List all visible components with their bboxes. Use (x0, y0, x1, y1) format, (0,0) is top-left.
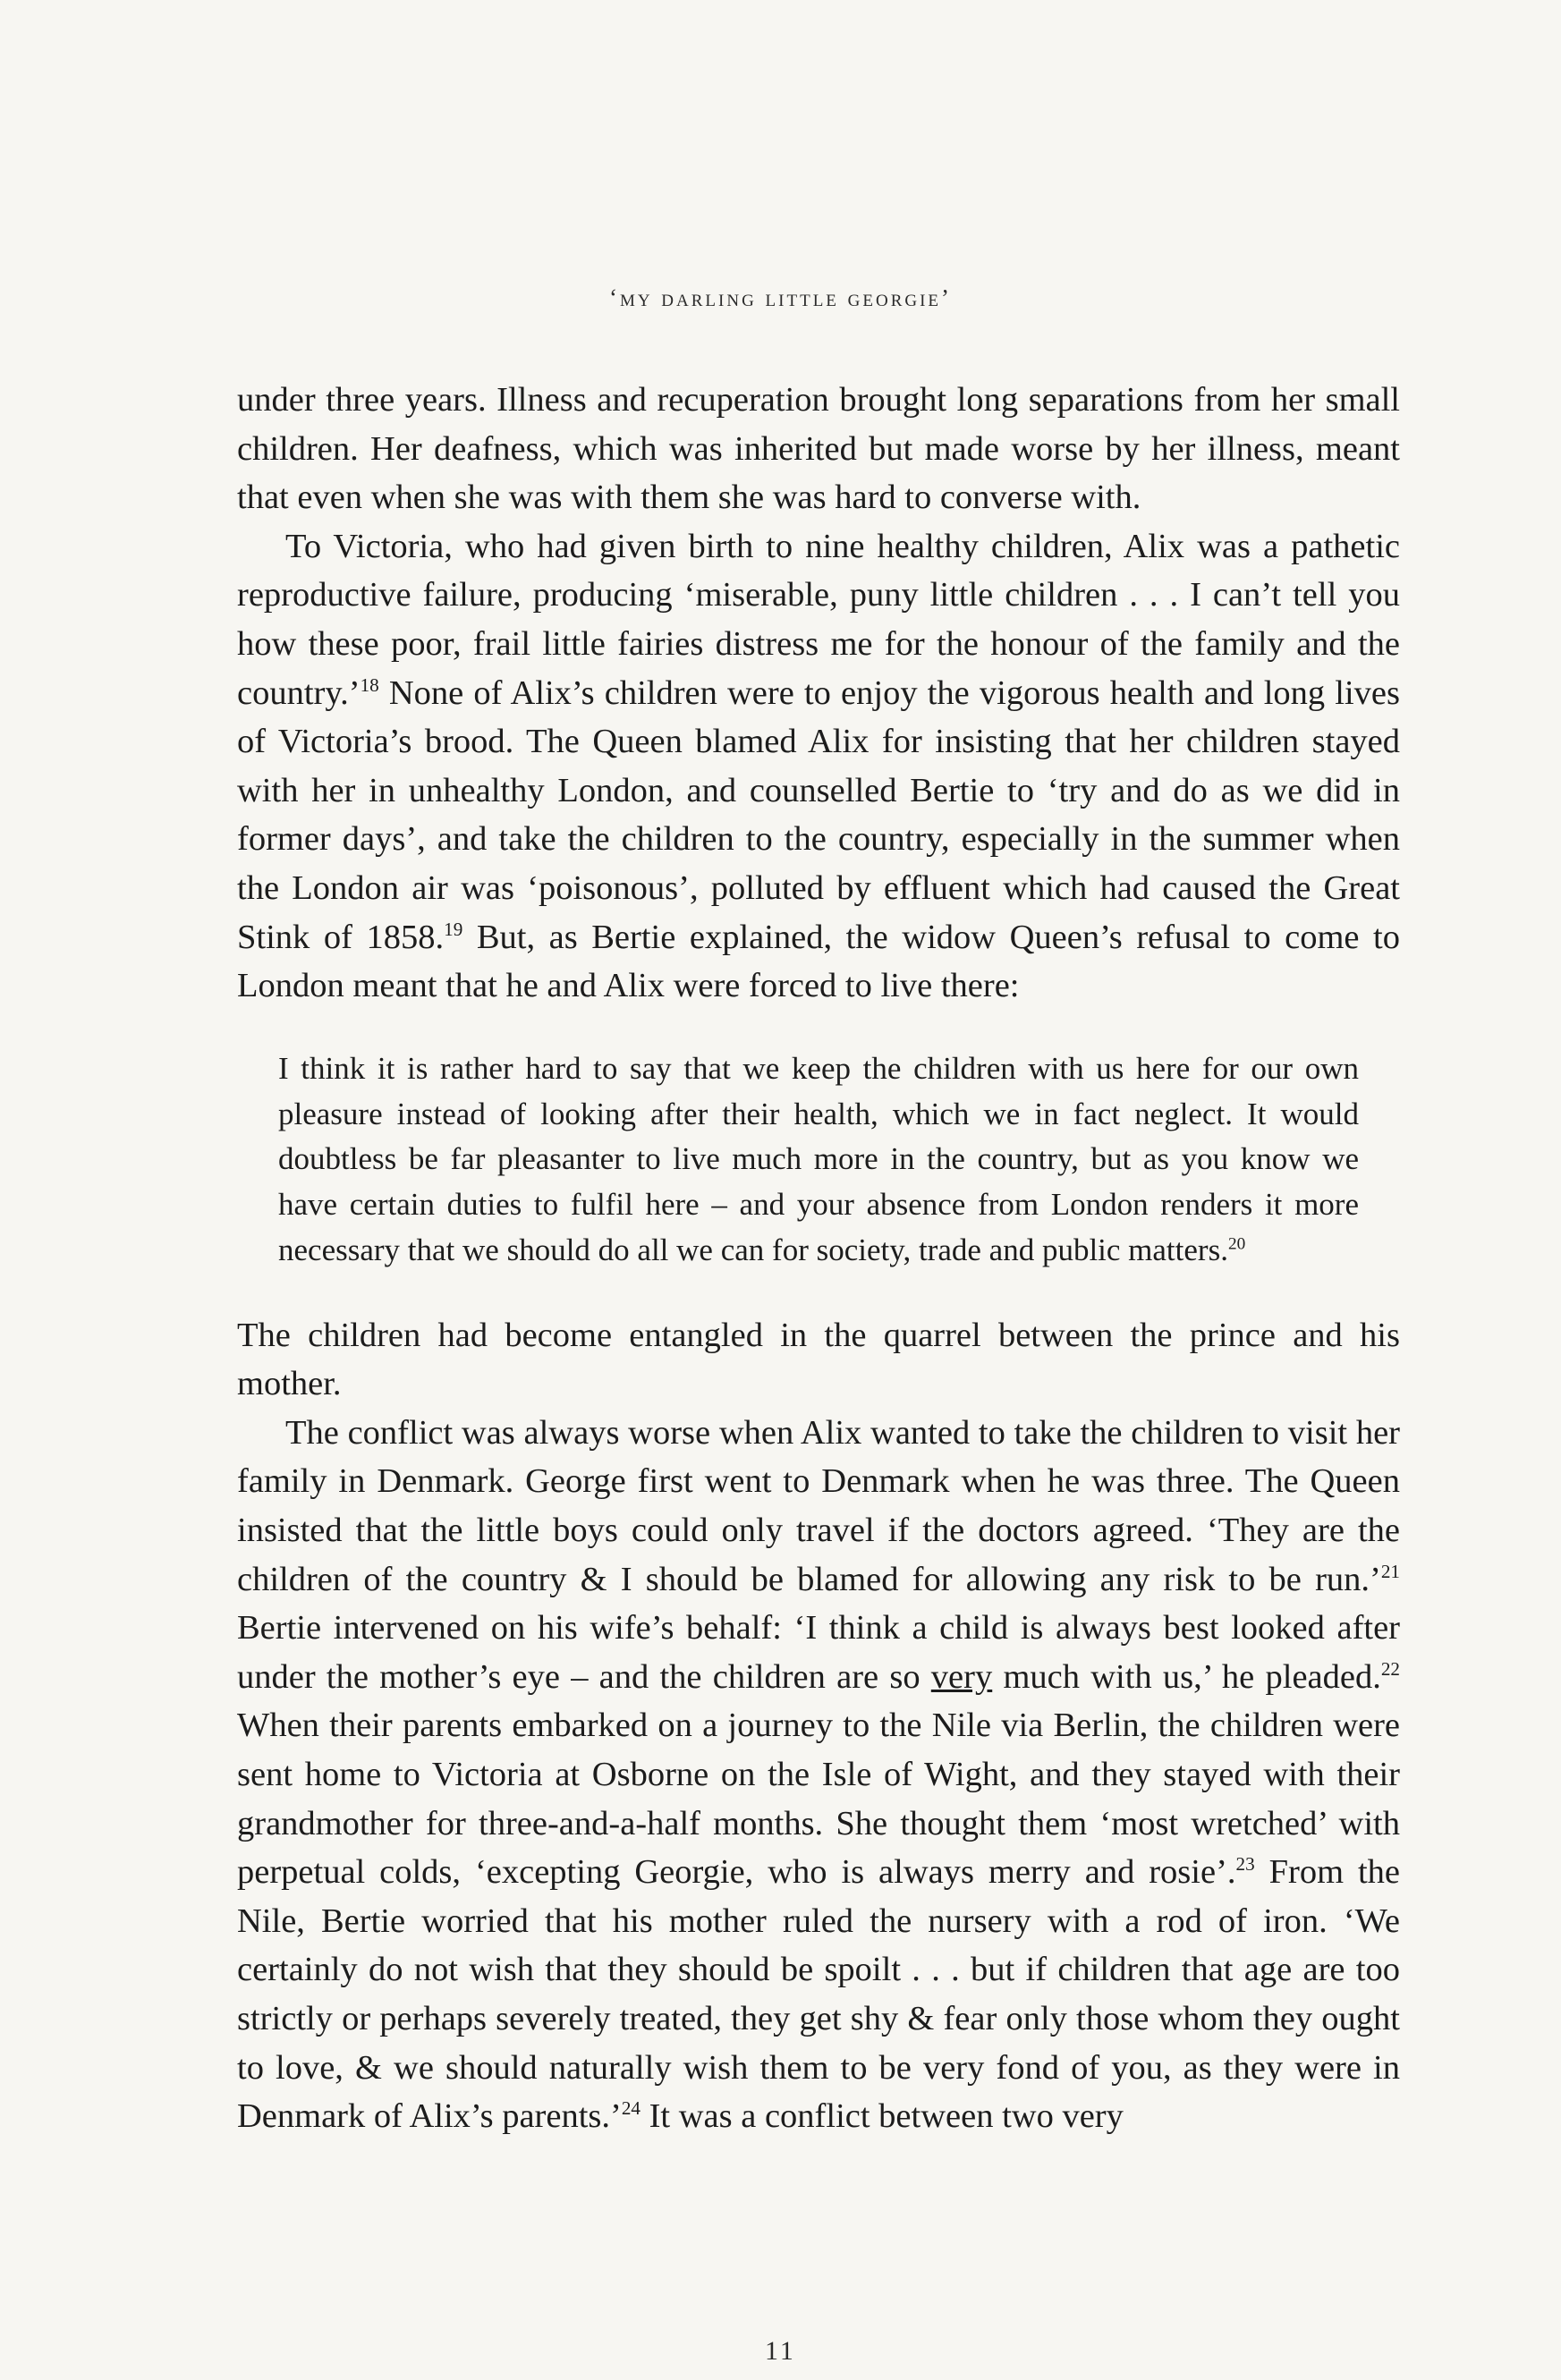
running-head: ‘my darling little georgie’ (608, 284, 953, 311)
footnote-ref: 24 (621, 2097, 641, 2120)
footnote-ref: 22 (1380, 1658, 1400, 1681)
page-number: 11 (765, 2336, 796, 2366)
block-quote: I think it is rather hard to say that we keep the children with us here for our own pleasure instead of looking after their health, which we in fact neglect. It would doubtless be far pleasanter to live much more in the country, but as you know we have certain duties to fulfil here – and your absence from London renders it more necessary that we should do all we can for society, trade and public matters.$^{20}$ (278, 1050, 1359, 1267)
footnote-ref: 18 (360, 673, 379, 696)
footnote-ref: 20 (1227, 1234, 1246, 1254)
paragraph: under three years. Illness and recuperation brought long separations from her small children. Her deafness, which was inherited but made worse by her illness, meant that even when she was with them she was hard to converse with. (237, 381, 1400, 517)
footnote-ref: 21 (1380, 1560, 1400, 1582)
paragraph: To Victoria, who had given birth to nine healthy children, Alix was a pathetic reproductive failure, producing ‘miserable, puny little children . . . I can’t tell you how these poor, frail little fairies distress me for the honour of the family and the country.’$^{18}$ None of Alix’s children were to enjoy the vigorous health and long lives of Victoria’s brood. The Queen blamed Alix for insisting that her children stayed with her in unhealthy London, and counselled Bertie to ‘try and do as we did in former days’, and take the children to the country, especially in the summer when the London air was ‘poisonous’, polluted by effluent which had caused the Great Stink of 1858.19 But, as Bertie explained, the widow Queen’s refusal to come to London meant that he and Alix were forced to live there: (237, 527, 1400, 1005)
footnote-ref: 19 (444, 918, 463, 940)
paragraph: The conflict was always worse when Alix wanted to take the children to visit her family in Denmark. George first went to Denmark when he was three. The Queen insisted that the little boys could only travel if the doctors agreed. ‘They are the children of the country & I should be blamed for allowing any risk to be run.’$^{21}$ Bertie intervened on his wife’s behalf: ‘I think a child is always best looked after under the mother’s eye – and the children are so very much with us,’ he pleaded.$^{22}$ When their parents embarked on a journey to the Nile via Berlin, the children were sent home to Victoria at Osborne on the Isle of Wight, and they stayed with their grandmother for three-and-a-half months. She thought them ‘most wretched’ with perpetual colds, ‘excepting Georgie, who is always merry and rosie’.$^{23}$ From the Nile, Bertie worried that his mother ruled the nursery with a rod of iron. ‘We certainly do not wish that they should be spoilt . . . but if children that age are too strictly or perhaps severely treated, they get shy & fear only those whom they ought to love, & we should naturally wish them to be very fond of you, as they were in Denmark of Alix’s parents.’$^{24}$ It was a conflict between two very (237, 1413, 1400, 2136)
underlined-word: very (930, 1657, 993, 1696)
paragraph: The children had become entangled in the quarrel between the prince and his mother. (237, 1316, 1400, 1403)
footnote-ref: 23 (1235, 1853, 1255, 1876)
body-text (237, 376, 1400, 2141)
